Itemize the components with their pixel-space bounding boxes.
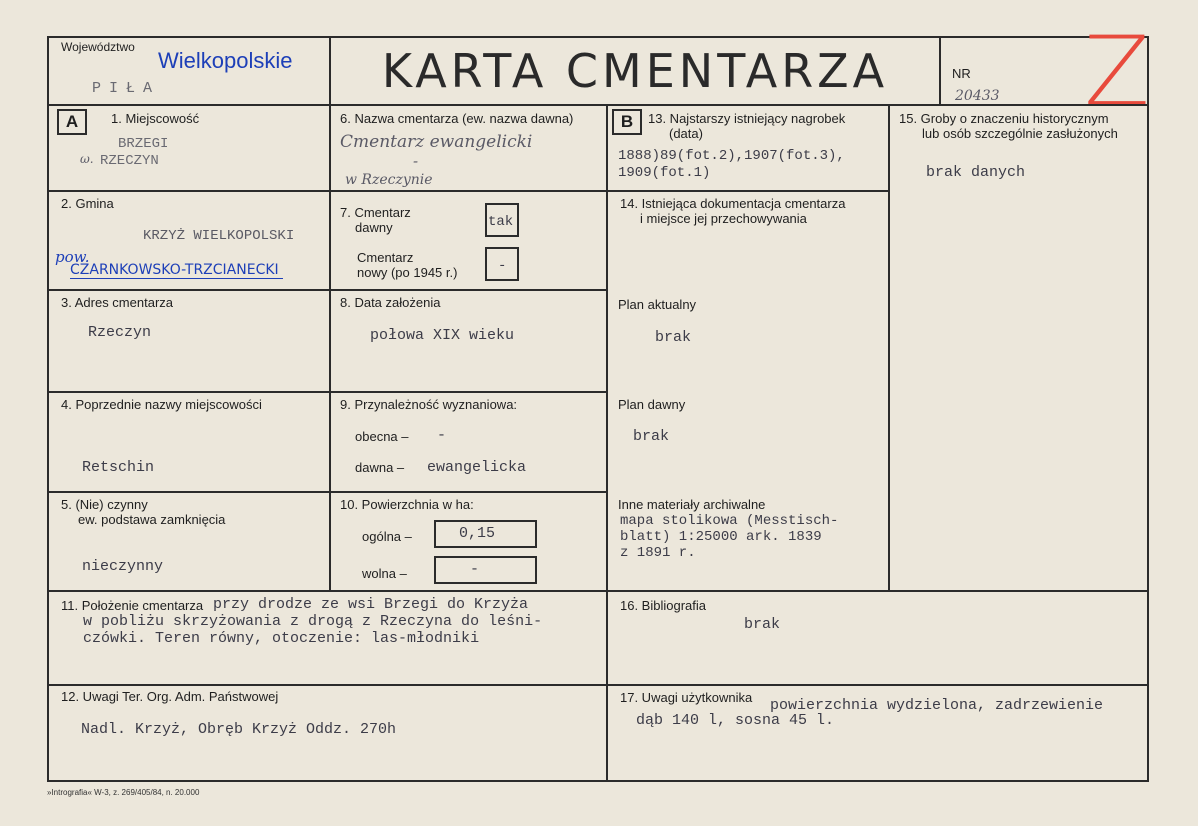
inne-line2: blatt) 1:25000 ark. 1839 [620,529,822,545]
f9-dawna-label: dawna – [355,460,405,475]
f7-label-b2: nowy (po 1945 r.) [357,265,458,280]
corner-mark: Z [1084,16,1150,128]
f15-label1: 15. Groby o znaczeniu historycznym [899,111,1109,126]
row-divider-full-2 [47,684,1149,686]
col-divider-3 [888,104,890,592]
f13-line2: 1909(fot.1) [618,165,711,181]
f13-line1: 1888)89(fot.2),1907(fot.3), [618,148,845,164]
f8-label: 8. Data założenia [340,295,441,310]
row-divider-a2 [47,289,608,291]
f6-value1: Cmentarz ewangelicki [340,132,533,152]
f3-label: 3. Adres cmentarza [61,295,173,310]
f3-value: Rzeczyn [88,324,152,341]
inne-line3: z 1891 r. [620,545,696,561]
f14-label1: 14. Istniejąca dokumentacja cmentarza [620,196,846,211]
f9-obecna-value: - [437,427,447,444]
f10-wolna-box [434,556,537,584]
card-title: KARTA CMENTARZA [381,44,889,98]
f17-label: 17. Uwagi użytkownika [620,690,753,705]
f10-ogolna-label: ogólna – [362,529,412,544]
col-divider-1 [329,104,331,592]
f15-value: brak danych [926,164,1026,181]
plan-dawny-value: brak [633,428,670,445]
inne-line1: mapa stolikowa (Messtisch- [620,513,839,529]
f7-label-b1: Cmentarz [357,250,414,265]
section-a-marker: A [57,109,87,135]
row-divider-full-1 [47,590,1149,592]
f5-value: nieczynny [82,558,164,575]
f2-label: 2. Gmina [61,196,114,211]
f7-label-a2: dawny [355,220,393,235]
plan-aktualny-label: Plan aktualny [618,297,697,312]
f15-label2: lub osób szczególnie zasłużonych [922,126,1118,141]
f16-value: brak [744,616,781,633]
f9-obecna-label: obecna – [355,429,409,444]
f1-value2: RZECZYN [100,153,159,169]
f17-line1: powierzchnia wydzielona, zadrzewienie [770,697,1104,714]
f7-value-b: - [498,258,507,274]
f2-prefix: pow. [55,248,90,266]
f2-stamp: CZARNKOWSKO-TRZCIANECKI [70,262,283,279]
plan-aktualny-value: brak [655,329,692,346]
nr-label: NR [952,66,971,81]
f10-label: 10. Powierzchnia w ha: [340,497,474,512]
row-divider-b1 [606,190,890,192]
inne-label: Inne materiały archiwalne [618,497,766,512]
f10-ogolna-value: 0,15 [459,525,496,542]
f4-value: Retschin [82,459,155,476]
f13-label1: 13. Najstarszy istniejący nagrobek [648,111,846,126]
f16-label: 16. Bibliografia [620,598,706,613]
row-divider-a4 [47,491,608,493]
f8-value: połowa XIX wieku [370,327,515,344]
f4-label: 4. Poprzednie nazwy miejscowości [61,397,262,412]
f1-label: 1. Miejscowość [111,111,200,126]
wojewodztwo-label: Województwo [61,40,135,54]
plan-dawny-label: Plan dawny [618,397,686,412]
f9-dawna-value: ewangelicka [427,459,527,476]
f9-label: 9. Przynależność wyznaniowa: [340,397,518,412]
f5-label2: ew. podstawa zamknięcia [78,512,226,527]
f10-wolna-value: - [470,561,480,578]
f17-line2: dąb 140 l, sosna 45 l. [636,712,835,729]
f11-label: 11. Położenie cmentarza [61,598,204,613]
section-b-marker: B [612,109,642,135]
main-grid [47,104,1149,782]
powiat-value: PIŁA [92,80,161,97]
f7-value-a: tak [488,214,514,230]
row-divider-a3 [47,391,608,393]
f10-wolna-label: wolna – [362,566,407,581]
f2-value: KRZYŻ WIELKOPOLSKI [143,228,295,244]
f14-label2: i miejsce jej przechowywania [640,211,807,226]
f6-value2: - [413,152,419,170]
wojewodztwo-stamp: Wielkopolskie [158,48,293,73]
footer-imprint: »Intrografia« W-3, z. 269/405/84, n. 20.000 [47,788,200,797]
f13-label2: (data) [669,126,703,141]
nr-value: 20433 [955,88,1000,104]
f1-value1: BRZEGI [118,136,169,152]
f11-line1: przy drodze ze wsi Brzegi do Krzyża [213,596,529,613]
col-divider-2 [606,104,608,782]
f6-value3: w Rzeczynie [345,172,433,188]
row-divider-a1 [47,190,608,192]
f5-label1: 5. (Nie) czynny [61,497,148,512]
f12-label: 12. Uwagi Ter. Org. Adm. Państwowej [61,689,279,704]
f6-label: 6. Nazwa cmentarza (ew. nazwa dawna) [340,111,574,126]
f11-line3: czówki. Teren równy, otoczenie: las-młodniki [83,630,480,647]
f12-value: Nadl. Krzyż, Obręb Krzyż Oddz. 270h [81,721,397,738]
f1-prefix2: ω. [80,152,94,166]
f11-line2: w pobliżu skrzyżowania z drogą z Rzeczyna do leśni- [83,613,543,630]
f7-label-a1: 7. Cmentarz [340,205,411,220]
